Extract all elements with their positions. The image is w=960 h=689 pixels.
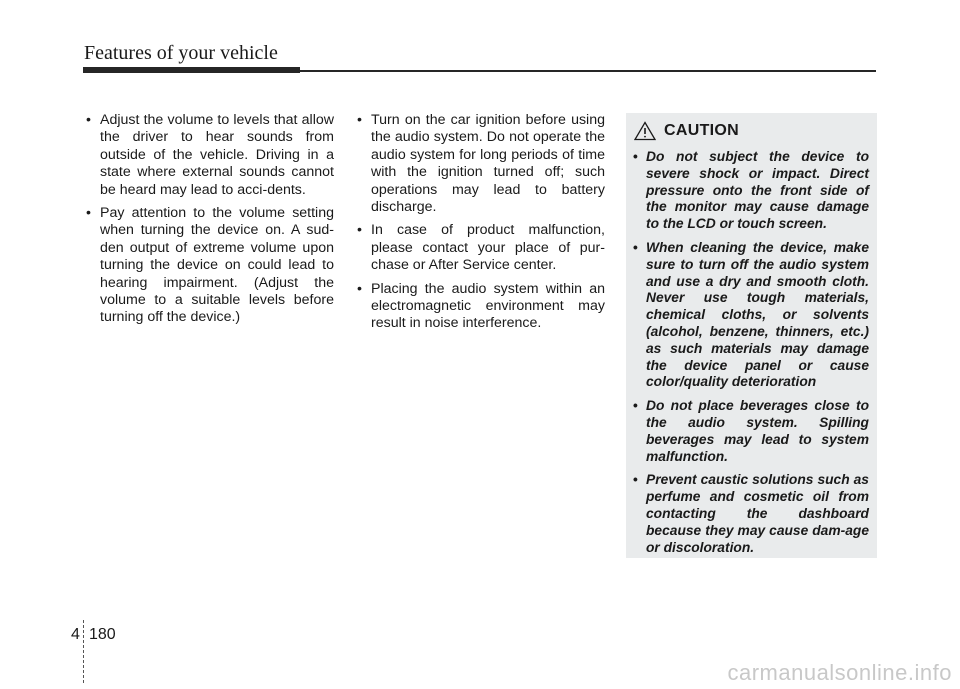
caution-box — [626, 113, 877, 558]
list-item: • Adjust the volume to levels that allow the driver to hear sounds from outside of the vehicle. Driving in a state where external sounds cannot be heard may lead to acci-dents. — [86, 112, 334, 198]
footer-divider — [83, 620, 85, 683]
text-column-middle — [355, 112, 605, 339]
warning-triangle-icon — [634, 121, 656, 141]
text-column-left — [84, 112, 334, 333]
caution-title: CAUTION — [664, 122, 739, 139]
list-item: • Placing the audio system within an electromagnetic environment may result in noise interference. — [357, 280, 605, 332]
list-item: • Pay attention to the volume setting when turning the device on. A sud-den output of extreme volume upon turning the device on could lead to hearing impairment. (Adjust the volume to a suitable levels before turning off the device.) — [86, 205, 334, 326]
chapter-number: 4 — [71, 626, 80, 643]
header-rule-thin — [83, 70, 876, 72]
caution-item: • Do not subject the device to severe shock or impact. Direct pressure onto the front side of the monitor may cause damage to the LCD or touch screen. — [633, 149, 869, 232]
caution-header — [634, 120, 739, 142]
list-item: • Turn on the car ignition before using the audio system. Do not operate the audio system for long periods of time with the ignition turned off; such operations may lead to battery discharge. — [357, 112, 605, 216]
list-item: • In case of product malfunction, please contact your place of pur-chase or After Service center. — [357, 222, 605, 274]
caution-item: • Prevent caustic solutions such as perfume and cosmetic oil from contacting the dashboard because they may cause dam-age or discoloration. — [633, 472, 869, 555]
page-header-title: Features of your vehicle — [84, 42, 278, 64]
caution-list — [633, 149, 869, 563]
watermark: carmanualsonline.info — [727, 660, 952, 685]
page-number: 180 — [89, 626, 116, 643]
caution-item: • When cleaning the device, make sure to turn off the audio system and use a dry and smooth cloth. Never use tough materials, chemical cloths, or solvents (alcohol, benzene, thinners, etc.) as such materials may damage the device panel or cause color/quality deterioration — [633, 239, 869, 390]
caution-item: • Do not place beverages close to the audio system. Spilling beverages may lead to system malfunction. — [633, 398, 869, 464]
